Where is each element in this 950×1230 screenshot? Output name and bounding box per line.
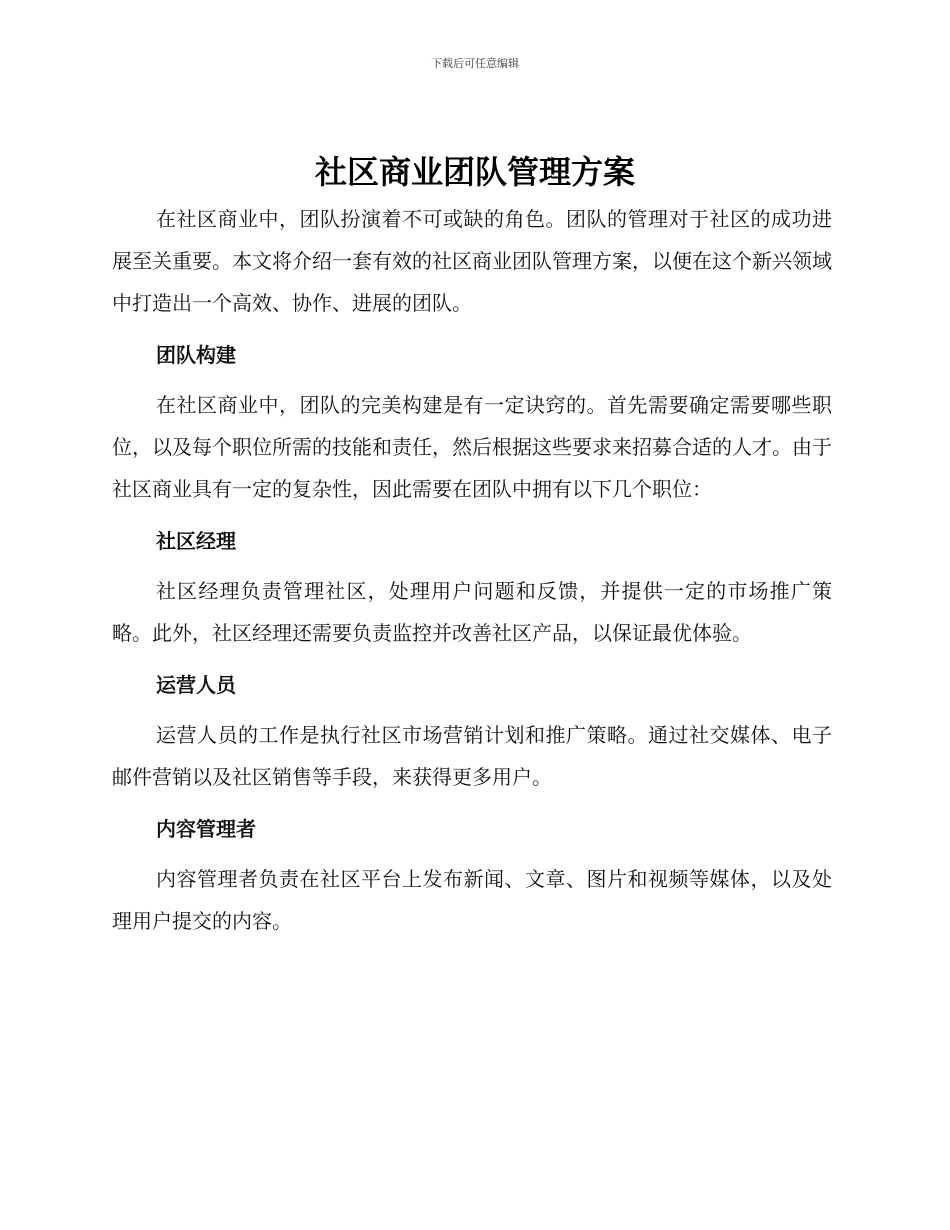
- section-heading-community-manager: 社区经理: [156, 529, 236, 553]
- section-body-operations-staff: 运营人员的工作是执行社区市场营销计划和推广策略。通过社交媒体、电子邮件营销以及社区销售等手段，来获得更多用户。: [112, 723, 832, 789]
- section-heading-operations-staff: 运营人员: [156, 673, 236, 697]
- section-body-community-manager: 社区经理负责管理社区，处理用户问题和反馈，并提供一定的市场推广策略。此外，社区经理还需要负责监控并改善社区产品，以保证最优体验。: [112, 579, 832, 645]
- section-heading-team-building: 团队构建: [156, 343, 236, 367]
- document-body: [112, 198, 832, 942]
- intro-paragraph: 在社区商业中，团队扮演着不可或缺的角色。团队的管理对于社区的成功进展至关重要。本文将介绍一套有效的社区商业团队管理方案，以便在这个新兴领域中打造出一个高效、协作、进展的团队。: [112, 207, 832, 315]
- section-body-team-building: 在社区商业中，团队的完美构建是有一定诀窍的。首先需要确定需要哪些职位，以及每个职位所需的技能和责任，然后根据这些要求来招募合适的人才。由于社区商业具有一定的复杂性，因此需要在团队中拥有以下几个职位：: [112, 393, 832, 501]
- section-body-content-manager: 内容管理者负责在社区平台上发布新闻、文章、图片和视频等媒体，以及处理用户提交的内容。: [112, 867, 832, 933]
- page-header-note: 下载后可任意编辑: [431, 57, 519, 70]
- section-heading-content-manager: 内容管理者: [156, 817, 256, 841]
- document-title: 社区商业团队管理方案: [314, 153, 635, 191]
